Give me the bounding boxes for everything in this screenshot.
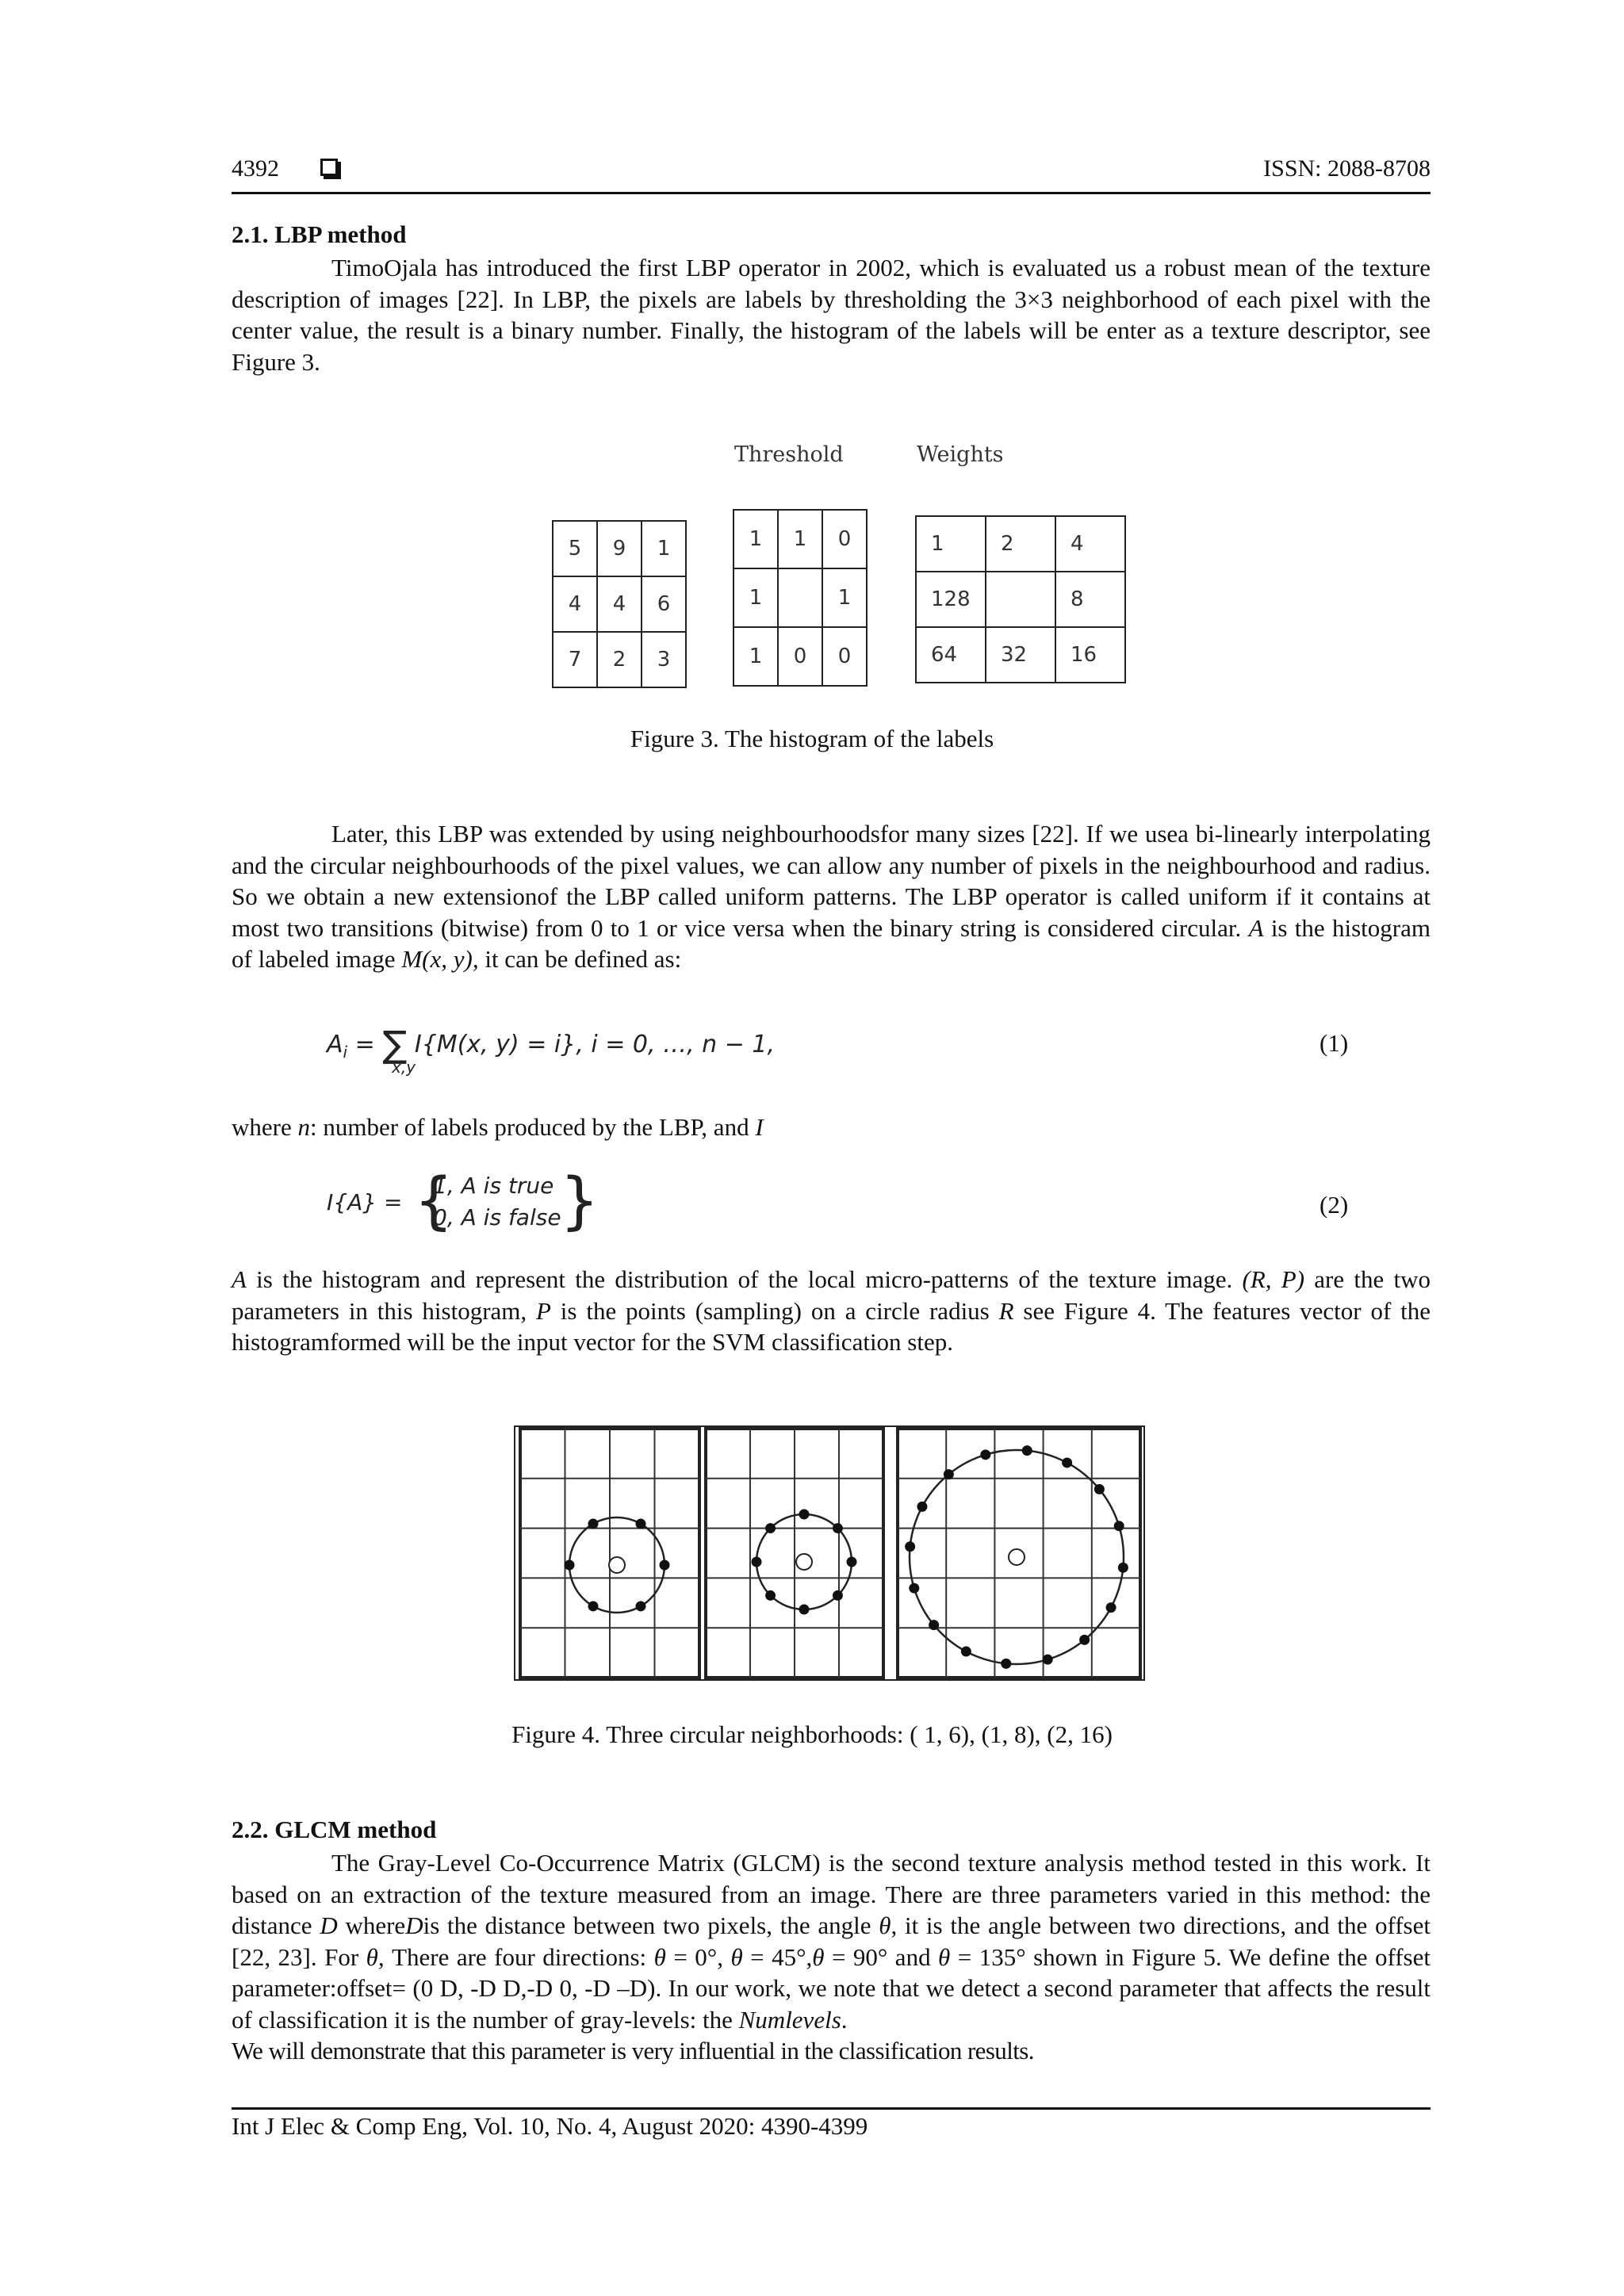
sampling-point [1062,1457,1072,1468]
sampling-point [1106,1602,1116,1613]
circular-neighborhoods-figure [514,1425,1145,1681]
where-line: where n: number of labels produced by the LBP, and I [232,1113,764,1141]
lbp-paragraph-2: Later, this LBP was extended by using neighbourhoodsfor many sizes [22]. If we usea bi-linearly interpolating and the circular neighbourhoods of the pixel values, we can allow any number of pixels in the neighbourhood and radius. So we obtain a new extensionof the LBP called uniform patterns. The LBP operator is called uniform if it contains at most two transitions (bitwise) from 0 to 1 or vice versa when the binary string is considered circular. A is the histogram of labeled image M(x, y), it can be defined as: [232,820,1431,973]
sampling-point [1118,1563,1128,1573]
center-pixel-1 [609,1557,625,1573]
weights-title: Weights [917,442,1004,467]
grid-2 [706,1429,883,1678]
equation-1-subscript: x,y [392,1058,416,1077]
sampling-point [909,1583,919,1594]
threshold-title: Threshold [734,442,844,467]
sampling-point [1022,1445,1032,1456]
equation-2-number: (2) [1320,1191,1349,1219]
sampling-point [588,1519,599,1529]
sampling-point [944,1469,954,1479]
sampling-point [636,1519,646,1529]
footer-citation: Int J Elec & Comp Eng, Vol. 10, No. 4, August 2020: 4390-4399 [232,2112,868,2140]
sampling-point [833,1523,843,1533]
equation-1: $A_i$ = ∑ I{M(x, y) = i}, i = 0, …, n − 1, [327,1023,776,1066]
sampling-point [588,1601,599,1611]
sampling-point [799,1605,810,1615]
sampling-point [847,1557,857,1567]
footer-rule [232,2107,1431,2110]
center-pixel-3 [1009,1549,1025,1565]
right-brace-icon: } [560,1165,599,1237]
threshold-grid: 1 1 0 1 1 1 0 0 [733,509,868,687]
glcm-paragraph: The Gray-Level Co-Occurrence Matrix (GLCM) is the second texture analysis method tested in this work. It based on an extraction of the texture measured from an image. There are three parameters varied in this method: the distance D whereDis the distance between two pixels, the angle θ, it is the angle between two directions, and the offset [22, 23]. For θ, There are four directions: θ = 0°, θ = 45°,θ = 90° and θ = 135° shown in Figure 5. We define the offset parameter:offset= (0 D, -D D,-D 0, -D –D). In our work, we note that we detect a second parameter that affects the result of classification it is the number of gray-levels: the Numlevels. We will demonstrate that this parameter is very influential in the classification results. [232,1849,1431,2064]
figure-4-caption: Figure 4. Three circular neighborhoods: ( 1, 6), (1, 8), (2, 16) [511,1720,1113,1748]
sampling-point [833,1590,843,1601]
sampling-point [917,1502,927,1512]
sampling-point [752,1557,762,1567]
summation-icon: ∑ [382,1023,408,1066]
header-rule [232,192,1431,194]
equation-2-cases: 1, A is true 0, A is false [433,1173,561,1230]
sampling-point [1094,1484,1105,1494]
page-number: 4392 [232,155,279,182]
square-icon [320,159,338,176]
journal-issn: ISSN: 2088-8708 [1263,155,1431,182]
section-heading-glcm: 2.2. GLCM method [232,1816,437,1843]
input-neighborhood-grid: 5 9 1 4 4 6 7 2 3 [552,520,687,688]
sampling-point [765,1590,776,1601]
sampling-point [929,1620,939,1630]
lbp-paragraph-1: TimoOjala has introduced the first LBP operator in 2002, which is evaluated us a robust mean of the texture description of images [22]. In LBP, the pixels are labels by thresholding the 3×3 neighborhood of each pixel with the center value, the result is a binary number. Finally, the histogram of the labels will be enter as a texture descriptor, see Figure 3. [232,254,1431,376]
grid-1 [520,1429,699,1678]
lbp-paragraph-3: A is the histogram and represent the distribution of the local micro-patterns of the texture image. (R, P) are the two parameters in this histogram, P is the points (sampling) on a circle radius R see Figure 4. The features vector of the histogramformed will be the input vector for the SVM classification step. [232,1265,1431,1356]
figure-3-caption: Figure 3. The histogram of the labels [630,725,994,752]
equation-2-lhs: I{A} = [327,1189,403,1215]
sampling-point [565,1560,575,1571]
weights-grid: 1 2 4 128 8 64 32 16 [915,515,1126,683]
sampling-point [1114,1521,1124,1531]
sampling-point [905,1541,915,1552]
sampling-point [660,1560,670,1571]
sampling-point [1001,1659,1011,1669]
center-pixel-2 [796,1554,812,1570]
sampling-point [1079,1635,1090,1645]
sampling-point [980,1449,990,1460]
sampling-point [765,1523,776,1533]
sampling-point [799,1510,810,1520]
sampling-point [1043,1655,1053,1665]
sampling-point [636,1601,646,1611]
left-brace-icon: { [414,1165,454,1237]
sampling-point [961,1647,971,1657]
section-heading-lbp: 2.1. LBP method [232,220,407,248]
equation-1-number: (1) [1320,1029,1349,1057]
